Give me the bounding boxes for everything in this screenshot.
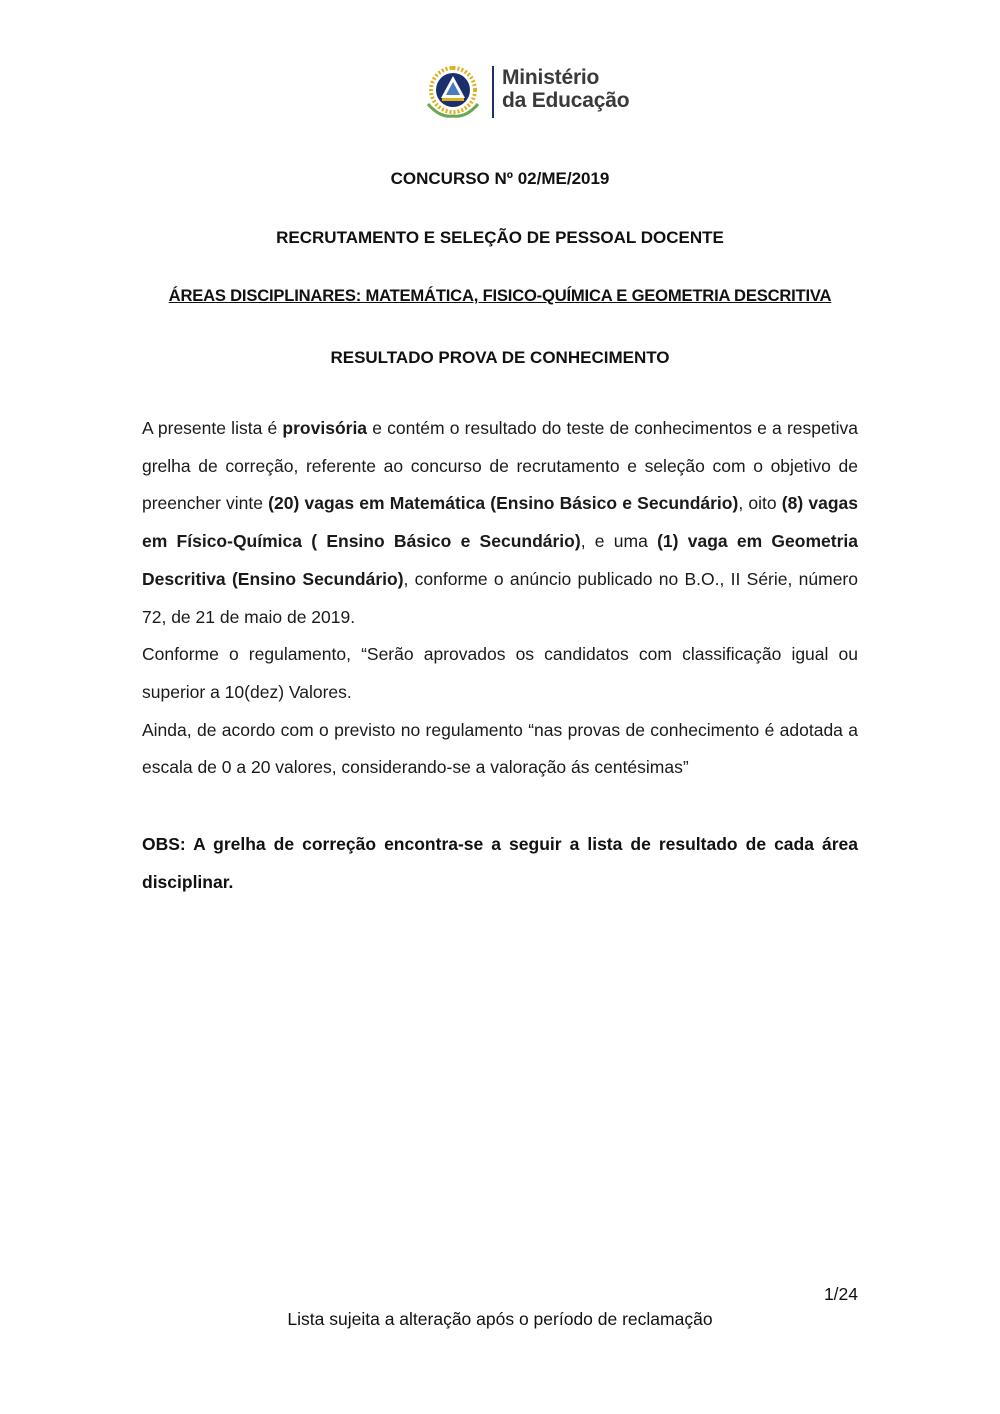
bold-run: (1) vaga em Geometria Descritiva (Ensino Secundário) bbox=[142, 531, 858, 589]
bold-run: (8) vagas em Físico-Química ( Ensino Básico e Secundário) bbox=[142, 493, 858, 552]
text-run: A presente lista é bbox=[142, 418, 283, 438]
intro-paragraph bbox=[142, 410, 858, 636]
bold-run: provisória bbox=[282, 418, 368, 438]
page-number: 1/24 bbox=[823, 1284, 858, 1304]
text-run: , e uma bbox=[580, 531, 658, 552]
logo-divider bbox=[492, 66, 494, 118]
cabo-verde-coat-of-arms-icon bbox=[420, 60, 486, 122]
recrutamento-heading: RECRUTAMENTO E SELEÇÃO DE PESSOAL DOCENTE bbox=[276, 228, 724, 247]
obs-note: OBS: A grelha de correção encontra-se a seguir a lista de resultado de cada área disciplinar. bbox=[142, 834, 858, 892]
text-run: , conforme o anúncio publicado no B.O., II Série, número 72, de 21 de maio de 2019. bbox=[142, 568, 858, 627]
regulation-paragraph: Conforme o regulamento, “Serão aprovados os candidatos com classificação igual ou superior a 10(dez) Valores. bbox=[142, 644, 858, 702]
areas-heading: ÁREAS DISCIPLINARES: MATEMÁTICA, FISICO-QUÍMICA E GEOMETRIA DESCRITIVA bbox=[168, 286, 832, 305]
concurso-heading: CONCURSO Nº 02/ME/2019 bbox=[390, 169, 610, 188]
logo-line-1: Ministério bbox=[502, 66, 600, 89]
body-text bbox=[142, 410, 858, 787]
bold-run: (20) vagas em Matemática (Ensino Básico e Secundário) bbox=[268, 493, 739, 514]
ministry-logo bbox=[420, 60, 650, 122]
text-run: e contém o resultado do teste de conhecimentos e a respetiva grelha de correção, referente ao concurso de recrutamento e seleção com o objetivo de preencher vinte bbox=[142, 418, 858, 514]
text-run: , oito bbox=[738, 493, 782, 514]
logo-line-2: da Educação bbox=[502, 89, 630, 112]
footer-note: Lista sujeita a alteração após o período de reclamação bbox=[287, 1309, 713, 1329]
scale-paragraph: Ainda, de acordo com o previsto no regulamento “nas provas de conhecimento é adotada a escala de 0 a 20 valores, considerando-se a valoração ás centésimas” bbox=[142, 719, 858, 778]
logo-text bbox=[502, 66, 629, 112]
resultado-heading: RESULTADO PROVA DE CONHECIMENTO bbox=[330, 348, 670, 367]
